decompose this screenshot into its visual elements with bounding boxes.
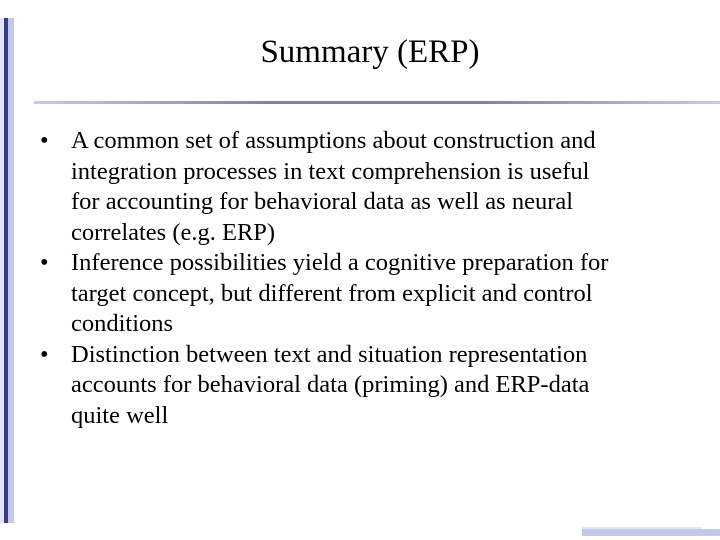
bullet-item	[40, 248, 700, 340]
bullet-line: correlates (e.g. ERP)	[71, 218, 276, 246]
bottom-accent-bar	[582, 529, 720, 536]
bullet-list	[40, 126, 700, 431]
title-divider	[34, 101, 720, 104]
slide-title: Summary (ERP)	[260, 34, 480, 70]
bullet-line: target concept, but different from explicit and control	[71, 279, 593, 307]
bullet-item	[40, 126, 700, 248]
bullet-line: integration processes in text comprehension is useful	[71, 157, 590, 185]
bullet-marker: •	[40, 249, 49, 276]
bullet-marker: •	[40, 340, 49, 368]
bullet-marker: •	[40, 127, 49, 154]
bullet-line: A common set of assumptions about construction and	[71, 127, 596, 154]
bullet-line: quite well	[71, 401, 169, 429]
left-accent-bar-light	[8, 18, 14, 523]
bullet-item	[40, 340, 700, 432]
bullet-line: Inference possibilities yield a cognitive preparation for	[71, 249, 609, 276]
bullet-line: conditions	[71, 310, 174, 337]
bullet-line: for accounting for behavioral data as well as neural	[71, 188, 574, 215]
bullet-line: Distinction between text and situation representation	[71, 340, 588, 368]
bullet-line: accounts for behavioral data (priming) and ERP-data	[71, 371, 590, 398]
